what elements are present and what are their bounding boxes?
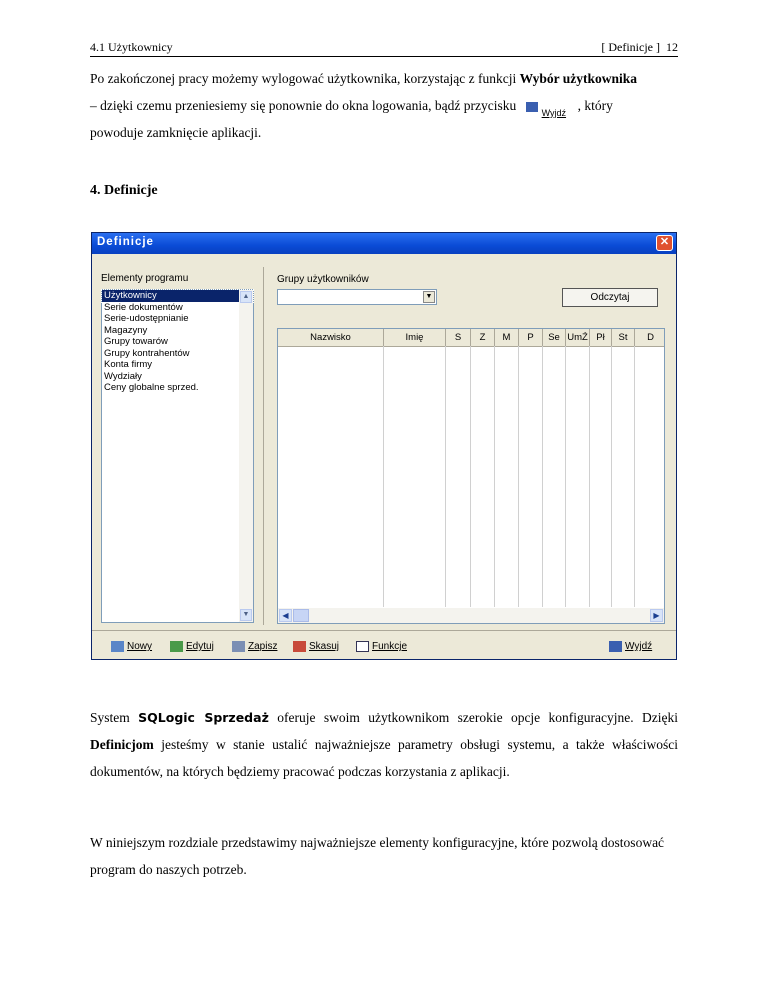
functions-label: Funkcje bbox=[372, 641, 408, 652]
save-button[interactable] bbox=[232, 639, 277, 655]
scroll-up-icon[interactable]: ▲ bbox=[240, 291, 252, 303]
groups-label: Grupy użytkowników bbox=[277, 274, 369, 285]
functions-button[interactable] bbox=[356, 639, 407, 655]
column-header[interactable]: Pł bbox=[590, 329, 612, 346]
list-item[interactable]: Magazyny bbox=[104, 324, 148, 336]
section-label: 4.1 Użytkownicy bbox=[90, 40, 173, 54]
exit-button[interactable] bbox=[609, 639, 652, 655]
new-label: Nowy bbox=[127, 641, 153, 652]
inline-exit-button bbox=[522, 100, 576, 118]
para1-text-a: System bbox=[90, 710, 139, 725]
scroll-left-icon[interactable]: ◀ bbox=[279, 609, 292, 622]
delete-button[interactable] bbox=[293, 639, 339, 655]
column-line bbox=[494, 346, 495, 607]
elements-list[interactable] bbox=[101, 289, 254, 623]
para1-bold: Definicjom bbox=[90, 737, 154, 752]
list-item[interactable]: Wydziały bbox=[104, 370, 142, 382]
divider bbox=[263, 267, 264, 625]
paragraph-2: W niniejszym rozdziale przedstawimy najważniejsze elementy konfiguracyjne, które pozwolą dostosować program do naszych potrzeb. bbox=[90, 835, 665, 877]
column-header[interactable]: P bbox=[519, 329, 543, 346]
chapter-page bbox=[601, 40, 678, 55]
intro-text-2: – dzięki czemu przeniesiemy się ponownie do okna logowania, bądź przycisku bbox=[90, 98, 517, 113]
column-line bbox=[383, 346, 384, 607]
intro-bold: Wybór użytkownika bbox=[519, 71, 638, 86]
brand-name: SQLogic Sprzedaż bbox=[138, 710, 269, 725]
window-title: Definicje bbox=[97, 236, 154, 248]
paragraph-1 bbox=[90, 704, 678, 785]
column-line bbox=[518, 346, 519, 607]
save-label: Zapisz bbox=[248, 641, 278, 652]
functions-icon bbox=[356, 641, 369, 652]
scroll-down-icon[interactable]: ▼ bbox=[240, 609, 252, 621]
title-bar bbox=[92, 233, 676, 254]
column-header[interactable]: UmŹ bbox=[566, 329, 590, 346]
delete-user-icon bbox=[293, 641, 306, 652]
edit-label: Edytuj bbox=[186, 641, 214, 652]
intro-paragraph bbox=[90, 65, 678, 146]
read-button-label: Odczytaj bbox=[590, 292, 630, 303]
list-scrollbar[interactable] bbox=[239, 290, 253, 622]
para1-text-b: oferuje swoim użytkownikom szerokie opcje konfiguracyjne. Dzięki bbox=[268, 710, 679, 725]
edit-user-icon bbox=[170, 641, 183, 652]
elements-label: Elementy programu bbox=[101, 273, 189, 284]
column-line bbox=[445, 346, 446, 607]
page-number: 12 bbox=[666, 40, 678, 54]
edit-button[interactable] bbox=[170, 639, 214, 655]
chapter-label: [ Definicje ] bbox=[601, 40, 660, 54]
users-table[interactable] bbox=[277, 328, 665, 624]
column-header[interactable]: S bbox=[446, 329, 471, 346]
list-item[interactable]: Konta firmy bbox=[104, 359, 153, 370]
close-icon[interactable]: ✕ bbox=[656, 235, 673, 251]
intro-text-3: , który bbox=[577, 98, 613, 113]
list-item[interactable]: Grupy towarów bbox=[104, 336, 168, 347]
save-user-icon bbox=[232, 641, 245, 652]
list-item[interactable]: Ceny globalne sprzed. bbox=[104, 382, 199, 393]
add-user-icon bbox=[111, 641, 124, 652]
intro-line-1 bbox=[90, 65, 678, 92]
read-button[interactable] bbox=[562, 288, 658, 307]
intro-line-3: powoduje zamknięcie aplikacji. bbox=[90, 125, 262, 140]
column-line bbox=[611, 346, 612, 607]
intro-text: Po zakończonej pracy możemy wylogować użytkownika, korzystając z funkcji bbox=[90, 71, 520, 86]
column-line bbox=[589, 346, 590, 607]
column-header[interactable]: Se bbox=[543, 329, 566, 346]
column-header[interactable]: Imię bbox=[384, 329, 446, 346]
para1-text-c: jesteśmy w stanie ustalić najważniejsze parametry obsługi systemu, a także właściwości dokumentów, na których będziemy pracować podczas korzystania z aplikacji. bbox=[90, 737, 678, 779]
column-header[interactable]: St bbox=[612, 329, 635, 346]
page-header bbox=[90, 40, 678, 57]
column-line bbox=[634, 346, 635, 607]
exit-label: Wyjdź bbox=[625, 641, 653, 652]
toolbar-divider bbox=[92, 630, 676, 631]
column-header[interactable]: Nazwisko bbox=[278, 329, 384, 346]
exit-icon bbox=[526, 102, 538, 112]
exit-icon bbox=[609, 641, 622, 652]
column-line bbox=[542, 346, 543, 607]
table-hscrollbar[interactable] bbox=[278, 608, 664, 623]
groups-select[interactable] bbox=[277, 289, 437, 305]
list-item[interactable]: Serie dokumentów bbox=[104, 301, 183, 313]
column-header[interactable]: Z bbox=[471, 329, 495, 346]
chevron-down-icon[interactable]: ▼ bbox=[423, 291, 435, 303]
definicje-window bbox=[91, 232, 677, 660]
scroll-thumb[interactable] bbox=[293, 609, 309, 622]
list-item[interactable]: Użytkownicy bbox=[102, 290, 253, 302]
column-line bbox=[565, 346, 566, 607]
column-header[interactable]: D bbox=[647, 332, 654, 343]
inline-exit-label: Wyjdź bbox=[541, 107, 567, 118]
new-button[interactable] bbox=[111, 639, 152, 655]
delete-label: Skasuj bbox=[309, 641, 340, 652]
column-line bbox=[470, 346, 471, 607]
list-item[interactable]: Serie-udostępnianie bbox=[104, 313, 189, 324]
intro-line-2 bbox=[90, 92, 678, 119]
section-heading: 4. Definicje bbox=[90, 183, 158, 198]
column-header[interactable]: M bbox=[495, 329, 519, 346]
scroll-right-icon[interactable]: ▶ bbox=[650, 609, 663, 622]
table-header bbox=[278, 329, 664, 347]
list-item[interactable]: Grupy kontrahentów bbox=[104, 347, 190, 359]
